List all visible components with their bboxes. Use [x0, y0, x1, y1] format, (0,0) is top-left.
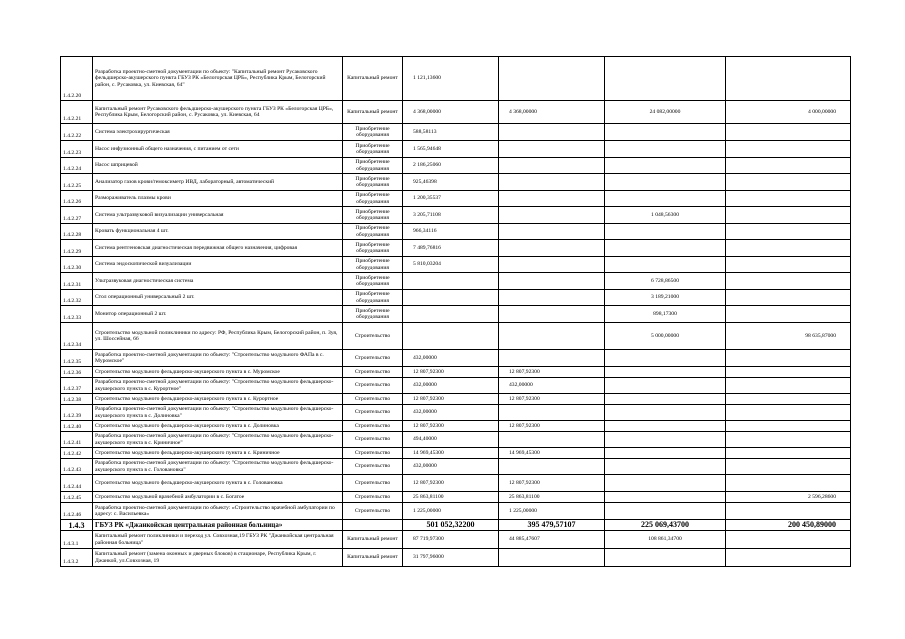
row-amount-3 [605, 257, 726, 273]
row-number: 1.4.2.29 [61, 240, 93, 257]
row-amount-3 [605, 475, 726, 492]
table-row [61, 57, 851, 101]
row-amount-4 [726, 367, 851, 378]
table-row [61, 432, 851, 448]
row-number: 1.4.2.43 [61, 459, 93, 475]
table-row [61, 290, 851, 306]
row-amount-2 [499, 405, 605, 421]
row-amount-1: 4 368,00000 [403, 101, 499, 124]
row-amount-2 [499, 224, 605, 240]
row-amount-4: 200 450,89000 [726, 520, 851, 531]
table-row [61, 273, 851, 290]
row-description: Стол операционный универсальный 2 шт. [93, 290, 343, 306]
row-work-type: Капитальный ремонт [343, 101, 403, 124]
row-amount-3: 1 048,56300 [605, 207, 726, 224]
row-amount-4 [726, 475, 851, 492]
table-row [61, 306, 851, 323]
row-work-type: Строительство [343, 421, 403, 432]
row-amount-3 [605, 378, 726, 394]
row-amount-3 [605, 141, 726, 158]
row-amount-3: 5 000,00000 [605, 323, 726, 350]
row-work-type: Приобретение оборудования [343, 240, 403, 257]
budget-table-body [61, 57, 851, 567]
row-amount-3 [605, 405, 726, 421]
row-work-type: Приобретение оборудования [343, 124, 403, 141]
row-amount-3 [605, 124, 726, 141]
table-row [61, 158, 851, 174]
row-description: Разработка проектно-сметной документации по объекту: "Строительство модульного фельдшерско-акушерского пункта в с. Долиновка" [93, 405, 343, 421]
row-amount-4 [726, 224, 851, 240]
table-row [61, 448, 851, 459]
row-number: 1.4.2.31 [61, 273, 93, 290]
row-number: 1.4.2.40 [61, 421, 93, 432]
table-row [61, 323, 851, 350]
row-work-type: Строительство [343, 459, 403, 475]
row-number: 1.4.2.26 [61, 191, 93, 207]
row-amount-3: 108 861,34700 [605, 531, 726, 549]
row-description: Кровать функциональная 4 шт. [93, 224, 343, 240]
row-number: 1.4.3 [61, 520, 93, 531]
row-number: 1.4.2.22 [61, 124, 93, 141]
row-description: Анализатор газов крови/гемоксиметр ИВД, лабораторный, автоматический [93, 174, 343, 191]
row-amount-4 [726, 378, 851, 394]
row-description: Ультразвуковая диагностическая система [93, 273, 343, 290]
row-description: Разработка проектно-сметной документации по объекту: "Строительство модульного ФАПа в с. Муромское" [93, 350, 343, 367]
row-amount-1 [403, 323, 499, 350]
row-amount-2 [499, 549, 605, 567]
row-description: Строительство модульной поликлиники по адресу: РФ, Республика Крым, Белогорский район, п. Зуя, ул. Шоссейная, 66 [93, 323, 343, 350]
row-amount-4: 4 000,00000 [726, 101, 851, 124]
row-amount-1 [403, 290, 499, 306]
row-amount-1: 432,00000 [403, 378, 499, 394]
table-row [61, 141, 851, 158]
row-description: Капитальный ремонт поликлиники и переход ул. Совхозная,19 ГБУЗ РК "Джанкойская центральная районная больница" [93, 531, 343, 549]
row-number: 1.4.2.45 [61, 492, 93, 503]
row-amount-3 [605, 448, 726, 459]
row-amount-1: 87 719,97300 [403, 531, 499, 549]
row-work-type [343, 520, 403, 531]
row-work-type: Строительство [343, 475, 403, 492]
row-description: Размораживатель плазмы крови [93, 191, 343, 207]
row-description: Разработка проектно-сметной документации по объекту: "Строительство модульного фельдшерско-акушерского пункта в с. Головановка" [93, 459, 343, 475]
row-number: 1.4.2.21 [61, 101, 93, 124]
row-description: ГБУЗ РК «Джанкойская центральная районная больница» [93, 520, 343, 531]
row-amount-1: 588,58113 [403, 124, 499, 141]
row-amount-3 [605, 492, 726, 503]
row-work-type: Строительство [343, 432, 403, 448]
row-description: Насос шприцевой [93, 158, 343, 174]
row-number: 1.4.2.25 [61, 174, 93, 191]
row-amount-4 [726, 257, 851, 273]
row-amount-4 [726, 273, 851, 290]
table-row [61, 520, 851, 531]
row-work-type: Строительство [343, 350, 403, 367]
row-amount-3 [605, 57, 726, 101]
row-amount-3 [605, 549, 726, 567]
row-work-type: Строительство [343, 492, 403, 503]
row-amount-1: 966,34116 [403, 224, 499, 240]
row-amount-4 [726, 448, 851, 459]
row-work-type: Строительство [343, 405, 403, 421]
row-work-type: Приобретение оборудования [343, 158, 403, 174]
row-amount-3 [605, 394, 726, 405]
row-amount-1: 1 565,94648 [403, 141, 499, 158]
row-amount-4 [726, 503, 851, 520]
row-amount-2 [499, 290, 605, 306]
row-description: Строительство модульного фельдшерско-акушерского пункта в с. Криничное [93, 448, 343, 459]
row-number: 1.4.2.27 [61, 207, 93, 224]
row-amount-1: 25 863,81100 [403, 492, 499, 503]
row-amount-4 [726, 432, 851, 448]
row-amount-2 [499, 141, 605, 158]
row-description: Разработка проектно-сметной документации по объекту: "Строительство модульного фельдшерско-акушерского пункта в с. Курортное" [93, 378, 343, 394]
row-amount-2 [499, 350, 605, 367]
row-amount-1: 432,00000 [403, 459, 499, 475]
row-amount-1: 501 052,32200 [403, 520, 499, 531]
row-amount-1: 1 225,00000 [403, 503, 499, 520]
row-description: Разработка проектно-сметной документации по объекту: «Строительство врачебной амбулатории по адресу: с. Васильевка» [93, 503, 343, 520]
row-work-type: Строительство [343, 503, 403, 520]
row-number: 1.4.2.46 [61, 503, 93, 520]
table-row [61, 492, 851, 503]
row-amount-3 [605, 503, 726, 520]
row-description: Строительство модульного фельдшерско-акушерского пункта в с. Муромское [93, 367, 343, 378]
table-row [61, 421, 851, 432]
row-amount-4 [726, 459, 851, 475]
table-row [61, 240, 851, 257]
row-work-type: Капитальный ремонт [343, 57, 403, 101]
row-description: Система электрохирургическая [93, 124, 343, 141]
row-amount-1: 12 807,92300 [403, 475, 499, 492]
row-number: 1.4.2.28 [61, 224, 93, 240]
row-number: 1.4.2.32 [61, 290, 93, 306]
row-amount-3 [605, 174, 726, 191]
row-description: Строительство модульной врачебной амбулатории в с. Богатое [93, 492, 343, 503]
row-amount-2: 12 807,92300 [499, 475, 605, 492]
row-description: Система эндоскопической визуализации [93, 257, 343, 273]
row-amount-4 [726, 350, 851, 367]
row-number: 1.4.2.34 [61, 323, 93, 350]
table-row [61, 224, 851, 240]
row-amount-2 [499, 257, 605, 273]
row-number: 1.4.3.1 [61, 531, 93, 549]
table-row [61, 257, 851, 273]
row-amount-2 [499, 57, 605, 101]
table-row [61, 367, 851, 378]
row-amount-2 [499, 459, 605, 475]
row-amount-1 [403, 273, 499, 290]
row-amount-4 [726, 141, 851, 158]
row-amount-3 [605, 350, 726, 367]
table-row [61, 191, 851, 207]
row-amount-1: 432,00000 [403, 350, 499, 367]
row-amount-4 [726, 405, 851, 421]
row-description: Капитальный ремонт Русаковского фельдшерско-акушерского пункта ГБУЗ РК «Белогорская ЦРБ», Республика Крым, Белогорский район, с. Русаковка, ул. Киевская, 64 [93, 101, 343, 124]
row-amount-4 [726, 421, 851, 432]
row-amount-2 [499, 158, 605, 174]
table-row [61, 459, 851, 475]
row-number: 1.4.2.36 [61, 367, 93, 378]
row-work-type: Приобретение оборудования [343, 207, 403, 224]
row-amount-2: 1 225,00000 [499, 503, 605, 520]
row-work-type: Приобретение оборудования [343, 141, 403, 158]
row-amount-1: 1 200,35537 [403, 191, 499, 207]
row-number: 1.4.2.42 [61, 448, 93, 459]
row-amount-1: 3 205,71108 [403, 207, 499, 224]
row-amount-4 [726, 207, 851, 224]
row-number: 1.4.2.33 [61, 306, 93, 323]
row-description: Строительство модульного фельдшерско-акушерского пункта в с. Курортное [93, 394, 343, 405]
row-amount-3: 225 069,43700 [605, 520, 726, 531]
row-amount-4 [726, 240, 851, 257]
row-amount-3 [605, 240, 726, 257]
row-amount-3: 3 189,21000 [605, 290, 726, 306]
row-amount-1: 494,40000 [403, 432, 499, 448]
row-work-type: Приобретение оборудования [343, 257, 403, 273]
row-amount-2 [499, 323, 605, 350]
row-amount-2 [499, 174, 605, 191]
table-row [61, 207, 851, 224]
row-amount-2: 12 807,92300 [499, 367, 605, 378]
row-number: 1.4.2.38 [61, 394, 93, 405]
row-description: Разработка проектно-сметной документации по объекту: "Капитальный ремонт Русаковского фельдшерско-акушерского пункта ГБУЗ РК «Белогорская ЦРБ», Республика Крым, Белогорский район, с. Русаковка, ул. Киевская, 64" [93, 57, 343, 101]
row-amount-3 [605, 432, 726, 448]
row-amount-1: 925,46398 [403, 174, 499, 191]
row-work-type: Строительство [343, 367, 403, 378]
row-amount-2: 4 368,00000 [499, 101, 605, 124]
row-amount-2: 12 807,92300 [499, 394, 605, 405]
row-number: 1.4.2.39 [61, 405, 93, 421]
row-amount-4: 2 596,28600 [726, 492, 851, 503]
row-work-type: Приобретение оборудования [343, 174, 403, 191]
row-amount-3 [605, 224, 726, 240]
table-row [61, 174, 851, 191]
row-amount-1: 12 807,92300 [403, 367, 499, 378]
row-amount-1: 31 797,96000 [403, 549, 499, 567]
row-work-type: Строительство [343, 394, 403, 405]
row-description: Капитальный ремонт (замена оконных и дверных блоков) в стационаре, Республика Крым, г. Джанкой, ул.Совхозная, 19 [93, 549, 343, 567]
row-number: 1.4.2.37 [61, 378, 93, 394]
row-amount-2 [499, 432, 605, 448]
table-row [61, 503, 851, 520]
row-work-type: Приобретение оборудования [343, 273, 403, 290]
table-row [61, 124, 851, 141]
row-description: Система ультразвуковой визуализации универсальная [93, 207, 343, 224]
row-number: 1.4.2.35 [61, 350, 93, 367]
row-amount-2 [499, 124, 605, 141]
row-amount-3: 898,17300 [605, 306, 726, 323]
row-number: 1.4.2.44 [61, 475, 93, 492]
row-description: Монитор операционный 2 шт. [93, 306, 343, 323]
row-work-type: Приобретение оборудования [343, 306, 403, 323]
row-amount-2 [499, 191, 605, 207]
row-amount-4 [726, 124, 851, 141]
row-amount-4 [726, 394, 851, 405]
row-work-type: Капитальный ремонт [343, 531, 403, 549]
row-amount-4 [726, 191, 851, 207]
table-row [61, 531, 851, 549]
row-amount-2 [499, 306, 605, 323]
row-amount-3 [605, 158, 726, 174]
row-amount-1: 2 186,25060 [403, 158, 499, 174]
row-amount-3: 6 728,86500 [605, 273, 726, 290]
row-amount-1: 432,00000 [403, 405, 499, 421]
row-amount-3 [605, 421, 726, 432]
row-amount-3 [605, 459, 726, 475]
row-amount-3: 24 082,00000 [605, 101, 726, 124]
row-number: 1.4.2.23 [61, 141, 93, 158]
row-amount-1: 12 807,92300 [403, 421, 499, 432]
budget-table [60, 56, 851, 567]
row-number: 1.4.2.20 [61, 57, 93, 101]
row-description: Система рентгеновская диагностическая передвижная общего назначения, цифровая [93, 240, 343, 257]
row-amount-2: 25 863,81100 [499, 492, 605, 503]
row-description: Разработка проектно-сметной документации по объекту: "Строительство модульного фельдшерско-акушерского пункта в с. Криничное" [93, 432, 343, 448]
row-amount-1: 7 489,76816 [403, 240, 499, 257]
row-number: 1.4.2.30 [61, 257, 93, 273]
table-row [61, 101, 851, 124]
row-amount-2 [499, 240, 605, 257]
table-row [61, 405, 851, 421]
row-number: 1.4.2.24 [61, 158, 93, 174]
row-work-type: Приобретение оборудования [343, 224, 403, 240]
row-amount-2 [499, 207, 605, 224]
row-number: 1.4.3.2 [61, 549, 93, 567]
row-work-type: Приобретение оборудования [343, 191, 403, 207]
row-amount-3 [605, 191, 726, 207]
table-row [61, 549, 851, 567]
row-amount-2: 432,00000 [499, 378, 605, 394]
row-description: Насос инфузионный общего назначения, с питанием от сети [93, 141, 343, 158]
row-amount-4 [726, 290, 851, 306]
table-row [61, 378, 851, 394]
row-description: Строительство модульного фельдшерско-акушерского пункта в с. Головановка [93, 475, 343, 492]
row-amount-4 [726, 158, 851, 174]
row-amount-4 [726, 531, 851, 549]
row-amount-4 [726, 57, 851, 101]
row-amount-1 [403, 306, 499, 323]
row-amount-1: 12 807,92300 [403, 394, 499, 405]
row-amount-1: 14 969,45300 [403, 448, 499, 459]
row-work-type: Капитальный ремонт [343, 549, 403, 567]
row-amount-2 [499, 273, 605, 290]
row-amount-4 [726, 174, 851, 191]
row-amount-4 [726, 306, 851, 323]
row-amount-2: 395 479,57107 [499, 520, 605, 531]
row-description: Строительство модульного фельдшерско-акушерского пункта в с. Долиновка [93, 421, 343, 432]
row-work-type: Строительство [343, 323, 403, 350]
table-row [61, 475, 851, 492]
row-work-type: Строительство [343, 448, 403, 459]
row-amount-1: 5 810,03204 [403, 257, 499, 273]
table-row [61, 394, 851, 405]
row-amount-1: 1 121,13600 [403, 57, 499, 101]
row-work-type: Приобретение оборудования [343, 290, 403, 306]
table-row [61, 350, 851, 367]
row-amount-4: 98 635,87000 [726, 323, 851, 350]
row-amount-2: 14 969,45300 [499, 448, 605, 459]
row-amount-4 [726, 549, 851, 567]
row-amount-3 [605, 367, 726, 378]
row-number: 1.4.2.41 [61, 432, 93, 448]
row-work-type: Строительство [343, 378, 403, 394]
row-amount-2: 12 807,92300 [499, 421, 605, 432]
row-amount-2: 44 885,47607 [499, 531, 605, 549]
